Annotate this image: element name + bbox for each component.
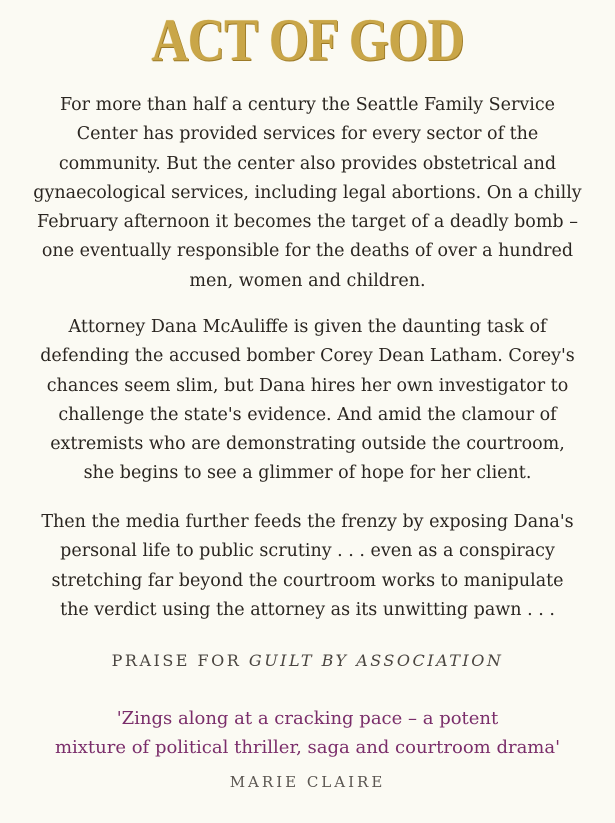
text-line: defending the accused bomber Corey Dean Latham. Corey's bbox=[40, 346, 575, 367]
text-line: the verdict using the attorney as its unwitting pawn . . . bbox=[60, 599, 555, 620]
text-line: Attorney Dana McAuliffe is given the daunting task of bbox=[68, 317, 547, 337]
text-line: gynaecological services, including legal abortions. On a chilly bbox=[33, 182, 582, 203]
praise-heading bbox=[0, 651, 615, 670]
quote-source: MARIE CLAIRE bbox=[229, 773, 386, 791]
synopsis-paragraph-2 bbox=[14, 313, 601, 489]
text-line: Then the media further feeds the frenzy by exposing Dana's bbox=[41, 512, 574, 532]
synopsis-paragraph-3 bbox=[14, 508, 601, 625]
text-line: chances seem slim, but Dana hires her own investigator to bbox=[46, 375, 569, 396]
text-line: community. But the center also provides obstetrical and bbox=[58, 153, 557, 174]
text-line: challenge the state's evidence. And amid the clamour of bbox=[58, 404, 557, 425]
praise-prefix: PRAISE FOR bbox=[111, 651, 242, 670]
praised-work-title: GUILT BY ASSOCIATION bbox=[248, 651, 504, 670]
text-line: Center has provided services for every sector of the bbox=[76, 124, 539, 145]
text-line: one eventually responsible for the deaths of over a hundred bbox=[41, 241, 574, 262]
review-quote bbox=[0, 704, 615, 762]
quote-line: 'Zings along at a cracking pace – a potent bbox=[116, 708, 499, 729]
text-line: extremists who are demonstrating outside the courtroom, bbox=[50, 434, 565, 455]
text-line: stretching far beyond the courtroom works to manipulate bbox=[51, 570, 564, 591]
text-line: February afternoon it becomes the target of a deadly bomb – bbox=[37, 212, 578, 233]
book-title: ACT OF GOD bbox=[151, 7, 464, 73]
text-line: personal life to public scrutiny . . . even as a conspiracy bbox=[60, 541, 555, 562]
text-line: she begins to see a glimmer of hope for her client. bbox=[83, 463, 532, 484]
synopsis-paragraph-1 bbox=[14, 91, 601, 296]
text-line: men, women and children. bbox=[189, 270, 426, 291]
quote-line: mixture of political thriller, saga and courtroom drama' bbox=[54, 737, 561, 758]
text-line: For more than half a century the Seattle Family Service bbox=[59, 95, 556, 115]
